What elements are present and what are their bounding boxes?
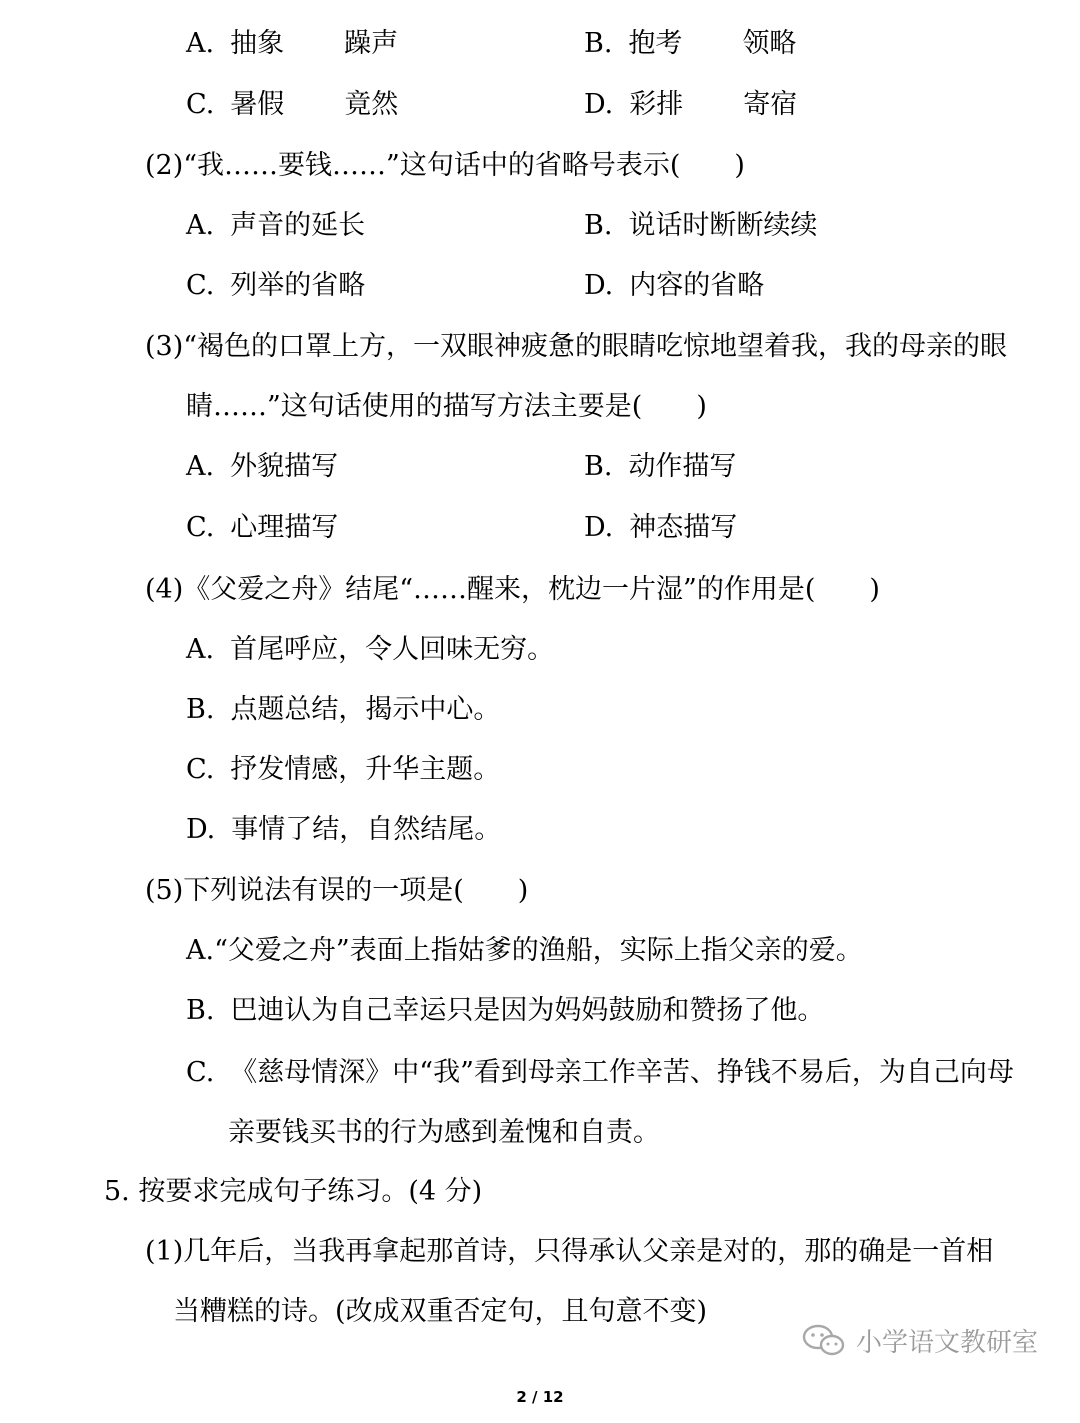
- q3-option-a: A. 外貌描写: [186, 451, 339, 482]
- q1-option-c: C. 暑假 竟然: [186, 89, 399, 120]
- q4-option-a: A. 首尾呼应，令人回味无穷。: [186, 634, 555, 665]
- q3-option-row-ab: [186, 447, 986, 487]
- q5-option-a: A.“父爱之舟”表面上指姑爹的渔船，实际上指父亲的爱。: [186, 935, 863, 966]
- q3-option-row-cd: [186, 508, 986, 548]
- q3-option-c: C. 心理描写: [186, 512, 339, 543]
- q3-stem-line2: 睛……”这句话使用的描写方法主要是( ): [186, 391, 707, 422]
- section5-sub1-line2: 当糟糕的诗。(改成双重否定句，且句意不变): [173, 1296, 708, 1327]
- q2-option-b: B. 说话时断断续续: [584, 210, 818, 241]
- watermark-text: 小学语文教研室: [856, 1327, 1039, 1358]
- q1-option-row-ab: [186, 24, 986, 64]
- section5-sub1-line1: (1)几年后，当我再拿起那首诗，只得承认父亲是对的，那的确是一首相: [145, 1236, 994, 1267]
- q5-option-c-line1: C. 《慈母情深》中“我”看到母亲工作辛苦、挣钱不易后，为自己向母: [186, 1057, 1014, 1088]
- q3-stem-line1: (3)“褐色的口罩上方，一双眼神疲惫的眼睛吃惊地望着我，我的母亲的眼: [145, 331, 1008, 362]
- q4-option-d: D. 事情了结，自然结尾。: [186, 814, 502, 845]
- q1-option-a: A. 抽象 躁声: [186, 28, 399, 59]
- q2-option-c: C. 列举的省略: [186, 270, 366, 301]
- q5-stem: (5)下列说法有误的一项是( ): [145, 875, 529, 906]
- wechat-icon: [800, 1323, 848, 1357]
- q3-option-d: D. 神态描写: [584, 512, 738, 543]
- q1-option-d: D. 彩排 寄宿: [584, 89, 798, 120]
- q5-option-b: B. 巴迪认为自己幸运只是因为妈妈鼓励和赞扬了他。: [186, 995, 825, 1026]
- q4-option-b: B. 点题总结，揭示中心。: [186, 694, 501, 725]
- q3-option-b: B. 动作描写: [584, 451, 737, 482]
- page-number: 2 / 12: [516, 1388, 564, 1406]
- q2-option-row-cd: [186, 266, 986, 306]
- q4-option-c: C. 抒发情感，升华主题。: [186, 754, 501, 785]
- q2-option-row-ab: [186, 206, 986, 246]
- q1-option-row-cd: [186, 85, 986, 125]
- q1-option-b: B. 抱考 领略: [584, 28, 797, 59]
- section5-title: 5. 按要求完成句子练习。(4 分): [104, 1176, 483, 1207]
- q4-stem: (4)《父爱之舟》结尾“……醒来，枕边一片湿”的作用是( ): [145, 574, 880, 605]
- q2-option-a: A. 声音的延长: [186, 210, 366, 241]
- watermark: [800, 1320, 1038, 1360]
- q5-option-c-line2: 亲要钱买书的行为感到羞愧和自责。: [228, 1117, 660, 1148]
- q2-option-d: D. 内容的省略: [584, 270, 765, 301]
- q2-stem: (2)“我……要钱……”这句话中的省略号表示( ): [145, 150, 745, 181]
